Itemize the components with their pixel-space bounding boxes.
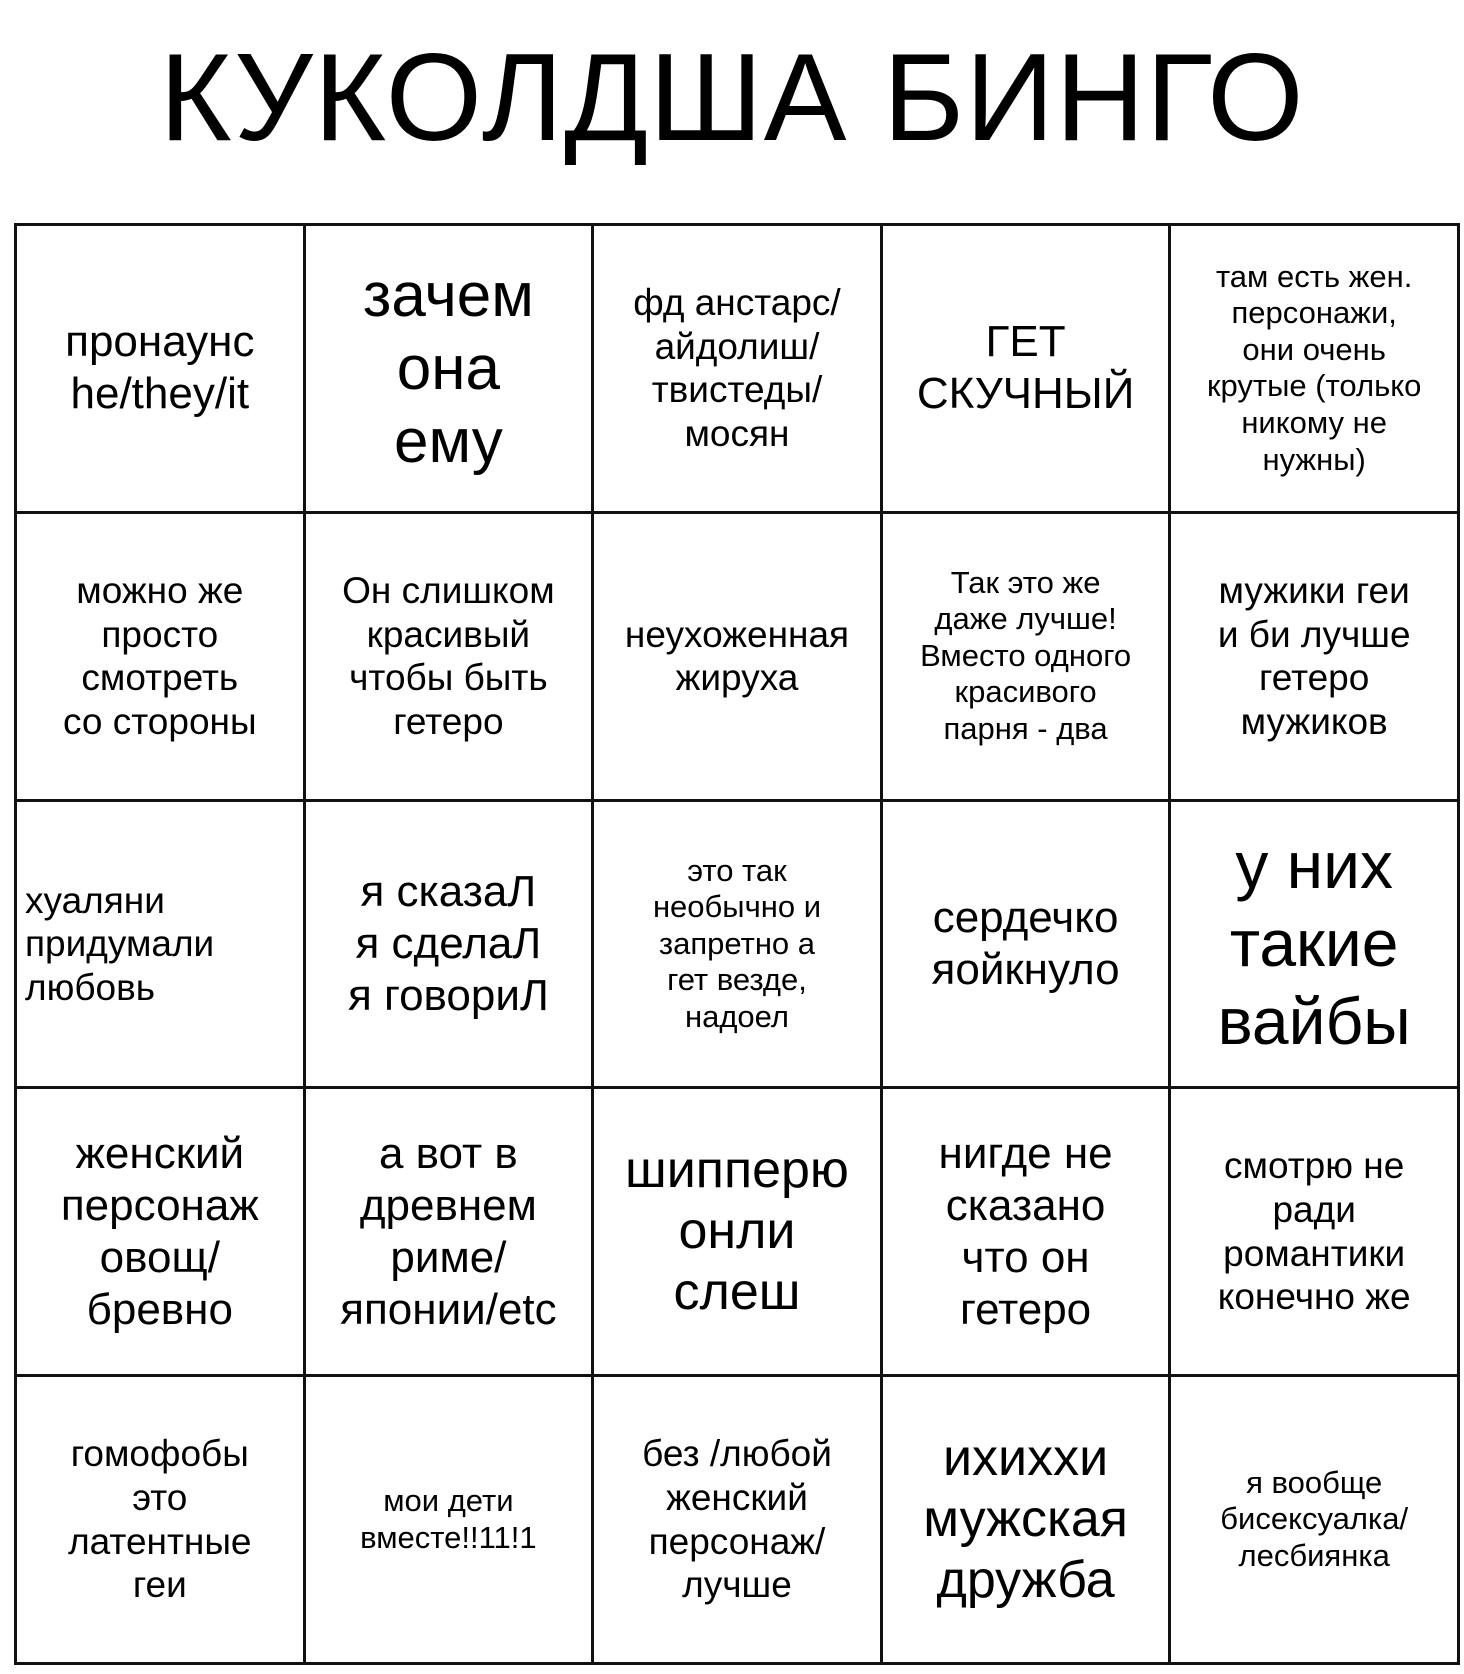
bingo-cell[interactable] <box>304 1088 593 1376</box>
bingo-row <box>16 1376 1459 1664</box>
bingo-cell[interactable] <box>593 800 882 1088</box>
bingo-cell[interactable] <box>593 1376 882 1664</box>
cell-text: ихихxи мужская дружба <box>923 1428 1128 1610</box>
cell-text: мужики геи и би лучше гетеро мужиков <box>1217 569 1411 742</box>
cell-text: неухоженная жируха <box>624 613 850 699</box>
bingo-row <box>16 512 1459 800</box>
cell-text: зачем она ему <box>362 260 534 476</box>
cell-text: это так необычно и запретно а гет везде, надоел <box>652 852 822 1034</box>
bingo-cell[interactable] <box>593 1088 882 1376</box>
page-title: КУКОЛДША БИНГО <box>159 29 1305 167</box>
bingo-grid <box>14 223 1460 1665</box>
bingo-cell[interactable] <box>593 512 882 800</box>
cell-text: смотрю не ради романтики конечно же <box>1217 1145 1411 1318</box>
cell-text: мои дети вместе!!11!1 <box>360 1483 537 1555</box>
cell-text: я сказаЛ я сделаЛ я говориЛ <box>347 867 549 1020</box>
bingo-cell[interactable] <box>881 1376 1170 1664</box>
bingo-cell[interactable] <box>16 1088 305 1376</box>
cell-text: а вот в древнем риме/ японии/etc <box>340 1128 557 1334</box>
bingo-cell[interactable] <box>881 800 1170 1088</box>
bingo-cell[interactable] <box>593 225 882 513</box>
bingo-cell[interactable] <box>1170 225 1459 513</box>
cell-text: ГЕТ СКУЧНЫЙ <box>916 317 1135 419</box>
bingo-row <box>16 1088 1459 1376</box>
bingo-cell[interactable] <box>16 800 305 1088</box>
bingo-cell[interactable] <box>881 225 1170 513</box>
bingo-row <box>16 800 1459 1088</box>
cell-text: у них такие вайбы <box>1217 828 1411 1058</box>
bingo-cell[interactable] <box>881 512 1170 800</box>
cell-text: фд анстарс/ айдолиш/ твистеды/ мосян <box>633 282 841 455</box>
cell-text: женский персонаж овощ/ бревно <box>60 1128 259 1334</box>
cell-text: шипперю онли слеш <box>625 1140 849 1322</box>
cell-text: нигде не сказано что он гетеро <box>938 1128 1113 1334</box>
bingo-cell[interactable] <box>304 800 593 1088</box>
bingo-cell[interactable] <box>304 1376 593 1664</box>
cell-text: хуаляни придумали любовь <box>25 879 215 1008</box>
bingo-cell[interactable] <box>304 225 593 513</box>
bingo-cell[interactable] <box>16 1376 305 1664</box>
cell-text: гомофобы это латентные геи <box>68 1433 252 1606</box>
cell-text: сердечко яойкнуло <box>931 893 1120 994</box>
bingo-cell[interactable] <box>1170 1088 1459 1376</box>
cell-text: Он слишком красивый чтобы быть гетеро <box>342 569 555 742</box>
cell-text: Так это же даже лучше! Вместо одного красивого парня - два <box>920 564 1132 747</box>
bingo-cell[interactable] <box>16 225 305 513</box>
bingo-row <box>16 225 1459 513</box>
cell-text: там есть жен. персонажи, они очень крутые (только никому не нужны) <box>1206 258 1422 477</box>
bingo-cell[interactable] <box>1170 800 1459 1088</box>
bingo-cell[interactable] <box>16 512 305 800</box>
bingo-cell[interactable] <box>1170 1376 1459 1664</box>
cell-text: пронаунс he/they/it <box>65 317 255 419</box>
bingo-cell[interactable] <box>881 1088 1170 1376</box>
cell-text: без /любой женский персонаж/ лучше <box>642 1433 832 1606</box>
cell-text: можно же просто смотреть со стороны <box>63 569 257 742</box>
cell-text: я вообще бисексуалка/ лесбиянка <box>1220 1464 1409 1573</box>
bingo-cell[interactable] <box>304 512 593 800</box>
bingo-cell[interactable] <box>1170 512 1459 800</box>
